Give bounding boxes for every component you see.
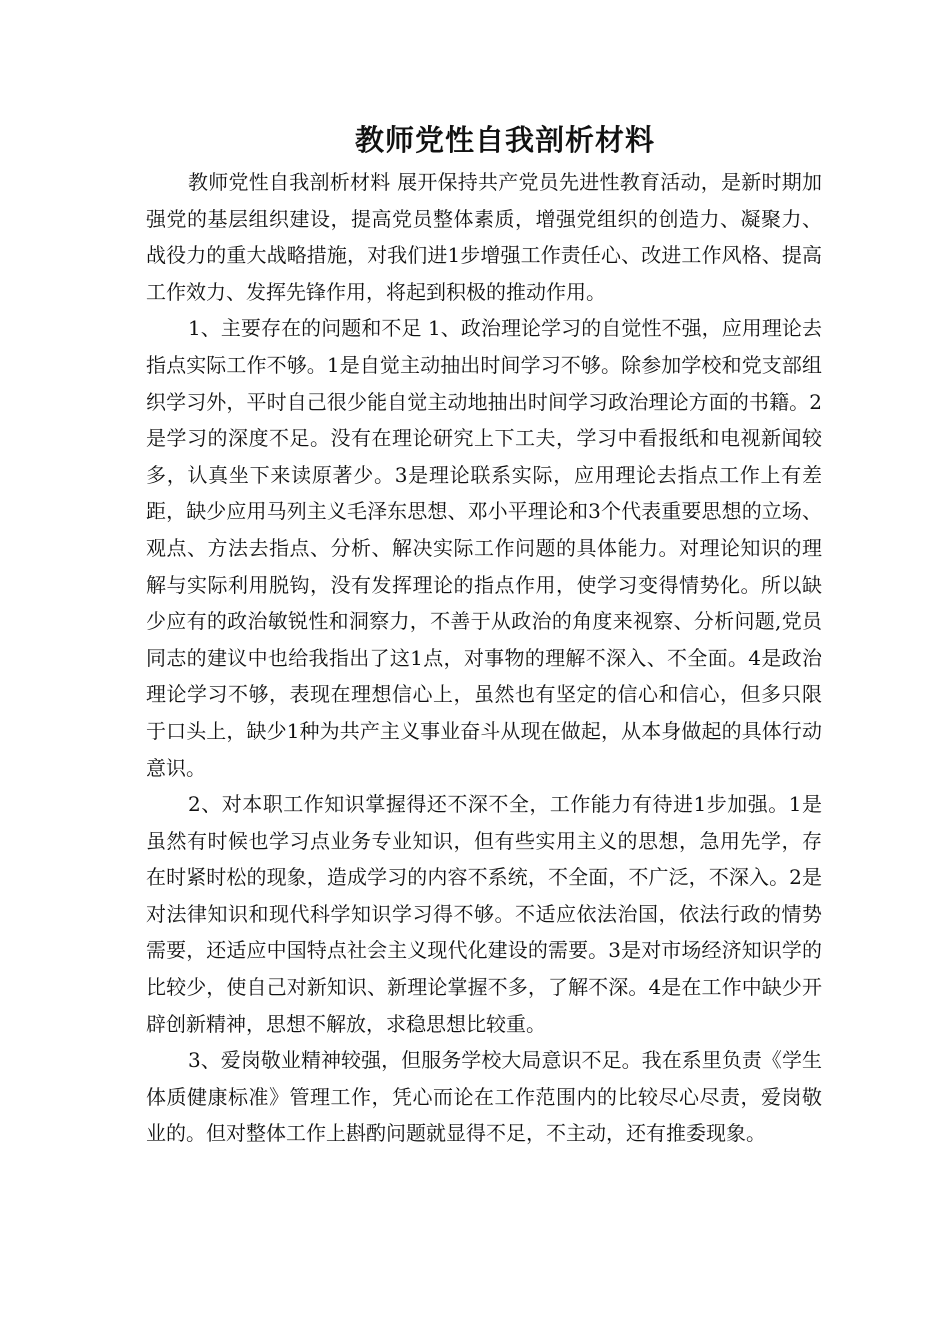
paragraph-problem-3: 3、爱岗敬业精神较强，但服务学校大局意识不足。我在系里负责《学生体质健康标准》管理工作，凭心而论在工作范围内的比较尽心尽责，爱岗敬业的。但对整体工作上斟酌问题就显得不足，不主动，还有推委现象。 xyxy=(146,1048,822,1146)
document-title: 教师党性自我剖析材料 xyxy=(354,123,655,157)
paragraph-problem-1: 1、主要存在的问题和不足 1、政治理论学习的自觉性不强，应用理论去指点实际工作不够。1是自觉主动抽出时间学习不够。除参加学校和党支部组织学习外，平时自己很少能自觉主动地抽出时间学习政治理论方面的书籍。2是学习的深度不足。没有在理论研究上下工夫，学习中看报纸和电视新闻较多，认真坐下来读原著少。3是理论联系实际，应用理论去指点工作上有差距，缺少应用马列主义毛泽东思想、邓小平理论和3个代表重要思想的立场、观点、方法去指点、分析、解决实际工作问题的具体能力。对理论知识的理解与实际利用脱钩，没有发挥理论的指点作用，使学习变得情势化。所以缺少应有的政治敏锐性和洞察力，不善于从政治的角度来视察、分析问题,党员同志的建议中也给我指出了这1点，对事物的理解不深入、不全面。4是政治理论学习不够，表现在理想信心上，虽然也有坚定的信心和信心，但多只限于口头上，缺少1种为共产主义事业奋斗从现在做起，从本身做起的具体行动意识。 xyxy=(146,316,822,780)
paragraph-problem-2: 2、对本职工作知识掌握得还不深不全，工作能力有待进1步加强。1是虽然有时候也学习点业务专业知识，但有些实用主义的思想，急用先学，存在时紧时松的现象，造成学习的内容不系统，不全面，不广泛，不深入。2是对法律知识和现代科学知识学习得不够。不适应依法治国，依法行政的情势需要，还适应中国特点社会主义现代化建设的需要。3是对市场经济知识学的比较少，使自己对新知识、新理论掌握不多，了解不深。4是在工作中缺少开辟创新精神，思想不解放，求稳思想比较重。 xyxy=(146,792,822,1036)
paragraph-intro: 教师党性自我剖析材料 展开保持共产党员先进性教育活动，是新时期加强党的基层组织建设，提高党员整体素质，增强党组织的创造力、凝聚力、战役力的重大战略措施，对我们进1步增强工作责任心、改进工作风格、提高工作效力、发挥先锋作用，将起到积极的推动作用。 xyxy=(146,170,822,304)
document-body xyxy=(146,164,822,1152)
